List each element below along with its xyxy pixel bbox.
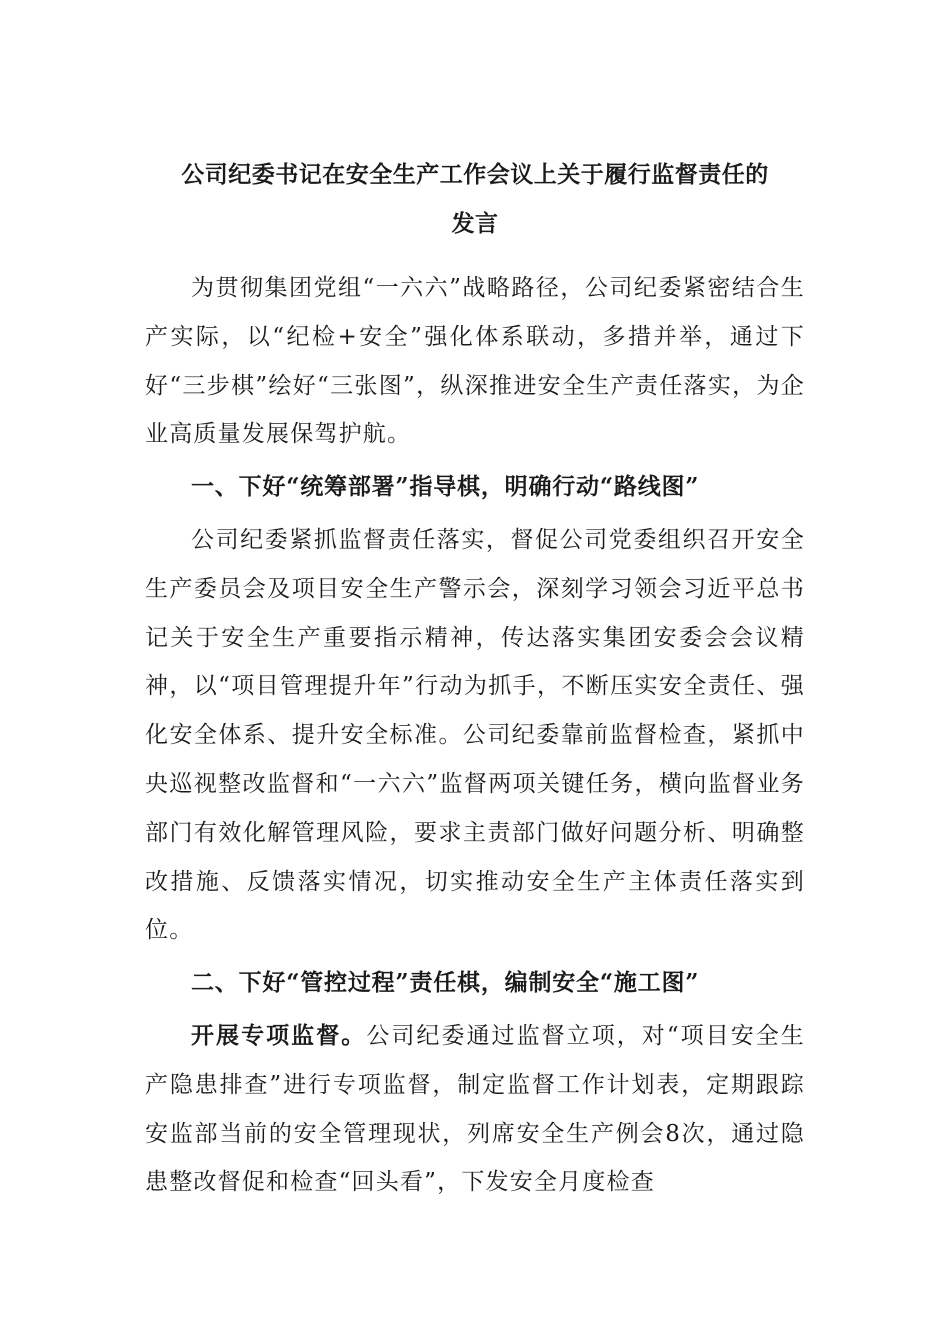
section-2-body: 公司纪委通过监督立项，对“项目安全生产隐患排查”进行专项监督，制定监督工作计划表，定期跟踪安监部当前的安全管理现状，列席安全生产例会8次，通过隐患整改督促和检查“回头看”，下发安全月度检查 bbox=[145, 1022, 806, 1196]
intro-paragraph: 为贯彻集团党组“一六六”战略路径，公司纪委紧密结合生产实际，以“纪检+安全”强化体系联动，多措并举，通过下好“三步棋”绘好“三张图”，纵深推进安全生产责任落实，为企业高质量发展保驾护航。 bbox=[145, 275, 805, 448]
title-line-1: 公司纪委书记在安全生产工作会议上关于履行监督责任的 bbox=[181, 161, 769, 188]
document-title bbox=[145, 150, 805, 248]
section-1-heading: 一、下好“统筹部署”指导棋，明确行动“路线图” bbox=[191, 473, 700, 501]
section-2-paragraph bbox=[145, 1012, 805, 1207]
title-line-2: 发言 bbox=[451, 210, 499, 237]
section-1-paragraph: 公司纪委紧抓监督责任落实，督促公司党委组织召开安全生产委员会及项目安全生产警示会，深刻学习领会习近平总书记关于安全生产重要指示精神，传达落实集团安委会会议精神，以“项目管理提升年”行动为抓手，不断压实安全责任、强化安全体系、提升安全标准。公司纪委靠前监督检查，紧抓中央巡视整改监督和“一六六”监督两项关键任务，横向监督业务部门有效化解管理风险，要求主责部门做好问题分析、明确整改措施、反馈落实情况，切实推动安全生产主体责任落实到位。 bbox=[145, 526, 805, 944]
document-page bbox=[145, 150, 805, 1207]
section-2-lead: 开展专项监督。 bbox=[191, 1021, 367, 1049]
section-2-heading: 二、下好“管控过程”责任棋，编制安全“施工图” bbox=[191, 969, 700, 997]
